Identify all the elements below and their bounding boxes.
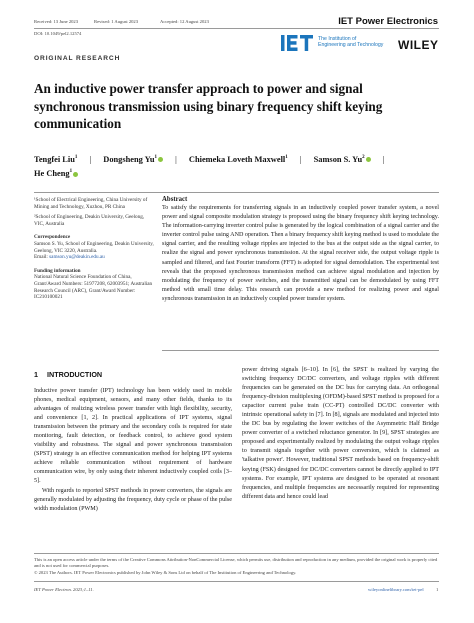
author-list: Tengfei Liu$^1$ | Dongsheng Yu$^1$ | Chiemeka Loveth Maxwell$^1$ | Samson S. Yu$^2$ | He Cheng$^1$ bbox=[34, 154, 385, 178]
affiliation-1: ¹School of Electrical Engineering, China University of Mining and Technology, Xuzhou, PR China bbox=[34, 197, 148, 210]
title-line-2: synchronous transmission using binary frequency shift keying bbox=[34, 98, 383, 114]
author-rule bbox=[34, 192, 439, 193]
license-text: This is an open access article under the terms of the Creative Commons Attribution-NonCommercial License, which permits use, distribution and reproduction in any medium, provided the original work is properly cited and is not used for commercial purposes. bbox=[34, 557, 438, 568]
footer-rule bbox=[34, 553, 439, 554]
iet-text-line1: The Institution of bbox=[318, 36, 357, 42]
author-name[interactable]: Dongsheng Yu bbox=[103, 154, 155, 164]
affiliation-2: ²School of Engineering, Deakin University, Geelong, VIC, Australia bbox=[34, 214, 145, 227]
abstract-text: To satisfy the requirements for transferring signals in an inductively coupled power transfer system, a novel power and signal composite modulation strategy is proposed using the binary frequency shift keying technology. The information-carrying inverter control pulse is generated by the logical combination of a signal carrier and the inverter control pulse using AND operation. Then a binary frequency shift keying method is used to modulate the signal carrier, and the resulting voltage ripples are injected to the bus at the output side as the signal carrier, to realize the signal and power synchronous transmission. At the signal receiver side, the output voltage ripple is sampled and filtered, and fast Fourier transform (FFT) is adopted for signal demodulation. The experimental test reveals that the proposed synchronous transmission method can achieve signal modulation and injection by modulating the frequency of power switches, and the transmitted signal can be demodulated by using FFT method with small time delay. This research can provide a new method for realizing power and signal synchronous transmission in an inductively coupled power transfer system. bbox=[162, 205, 439, 302]
email-link[interactable]: samson.yu@deakin.edu.au bbox=[49, 254, 105, 261]
citation-text: IET Power Electron. 2023;1–11. bbox=[34, 587, 94, 592]
intro-column-2 bbox=[242, 366, 439, 502]
email-label: Email: bbox=[34, 254, 48, 261]
author-name[interactable]: Tengfei Liu bbox=[34, 154, 75, 164]
journal-name: IET Power Electronics bbox=[338, 16, 438, 27]
wiley-logo: WILEY bbox=[398, 38, 439, 52]
intro-column-1 bbox=[34, 387, 232, 514]
author-name[interactable]: Chiemeka Loveth Maxwell bbox=[188, 154, 286, 164]
correspondence-heading: Correspondence bbox=[34, 234, 71, 241]
intro-paragraph-3: power driving signals [6–10]. In [6], the SPST is realized by varying the switching frequency DC/DC converters, and voltage ripples with different frequencies can be generated on the DC bus for carrying data. An orthogonal frequency-division multiplexing (OFDM)-based SPST method is proposed for a capacitor current pulse train (CC-PT) controlled DC/DC converter with intrinsic operational safety in [7]. In [8], signals are modulated and injected into the DC bus by regulating the lower switches of the Asymmetric Half Bridge power converter of a switched reluctance generator. In [9], SPST strategies are proposed and experimentally realized by modulating the output voltage ripples to transmit signals together with power conversion, which is claimed as 'talkative power'. However, traditional SPST methods based on frequency-shift keying (FSK) designed for DC/DC converters cannot be directly applied to IPT systems. For example, IPT systems are designed to be operated at resonant frequencies, and multiple frequencies are necessarily required for representing different data and hence could lead bbox=[242, 367, 439, 500]
title-line-1: An inductive power transfer approach to power and signal bbox=[34, 81, 363, 96]
intro-paragraph-2: With regards to reported SPST methods in power converters, the signals are generally modulated by adjusting the frequency, duty cycle or phase of the pulse width modulation (PWM) bbox=[34, 487, 232, 512]
iet-text-line2: Engineering and Technology bbox=[318, 42, 384, 49]
affiliation-marker: 1 bbox=[154, 155, 158, 160]
affiliation-marker: 2 bbox=[362, 155, 365, 160]
header-spacer bbox=[34, 19, 36, 25]
funding-text: National Natural Science Foundation of China, Grant/Award Numbers: 51977208, 62003951; Australian Research Council (ARC), Grant/Award Number: IC210100021 bbox=[34, 274, 153, 301]
iet-logo bbox=[281, 34, 401, 54]
iet-mark-icon bbox=[281, 34, 315, 52]
author-name[interactable]: He Cheng bbox=[34, 169, 70, 178]
section-label: ORIGINAL RESEARCH bbox=[34, 55, 121, 62]
affiliation-marker: 1 bbox=[74, 155, 78, 160]
abstract-heading: Abstract bbox=[162, 196, 188, 203]
orcid-icon[interactable] bbox=[158, 157, 163, 162]
abstract-rule bbox=[162, 350, 439, 351]
header-rule bbox=[34, 28, 439, 29]
page-number: 1 bbox=[436, 587, 439, 592]
orcid-icon[interactable] bbox=[366, 157, 371, 162]
revised-date: Revised: 1 August 2023 bbox=[94, 19, 139, 24]
affiliation-marker: 1 bbox=[69, 169, 73, 175]
funding-heading: Funding information bbox=[34, 267, 81, 274]
article-title bbox=[34, 80, 444, 133]
received-date: Received: 13 June 2023 bbox=[34, 19, 79, 24]
accepted-date: Accepted: 12 August 2023 bbox=[160, 19, 209, 24]
affiliations-panel bbox=[34, 197, 154, 305]
footer-rule-2 bbox=[34, 581, 439, 582]
title-line-3: communication bbox=[34, 116, 122, 131]
orcid-icon[interactable] bbox=[73, 172, 78, 177]
author-name[interactable]: Samson S. Yu bbox=[313, 154, 363, 164]
journal-url-link[interactable]: wileyonlinelibrary.com/iet-pel bbox=[368, 587, 424, 592]
section-number: 1 bbox=[34, 370, 38, 379]
section-title: INTRODUCTION bbox=[47, 370, 103, 379]
intro-paragraph-1: Inductive power transfer (IPT) technology has been widely used in mobile phones, medical equipment, sensors, and many other fields, thanks to its advantages of realizing wireless power transfer with high flexibility, security, and convenience [1, 2]. In practical applications of IPT systems, signal transmission between the primary and the secondary coils is required for state monitoring, fault detection, or feedback control, to achieve good system visibility and robustness. The signal and power synchronous transmission (SPST) strategy is an effective communication method for helping IPT systems achieve reliable communication without requirement of hardware communication wire, by only using their inherent inductively coupled coils [3–5]. bbox=[34, 388, 232, 485]
copyright-text: © 2023 The Authors. IET Power Electronics published by John Wiley & Sons Ltd on behalf of The Institution of Engineering and Technology. bbox=[34, 570, 297, 575]
affiliation-marker: 1 bbox=[285, 155, 288, 160]
correspondence-text: Samson S. Yu, School of Engineering, Deakin University, Geelong, VIC 3220, Australia. bbox=[34, 240, 154, 254]
abstract-block bbox=[162, 196, 439, 304]
doi[interactable]: DOI: 10.1049/pel2.12574 bbox=[34, 31, 82, 36]
section-heading bbox=[34, 370, 102, 379]
